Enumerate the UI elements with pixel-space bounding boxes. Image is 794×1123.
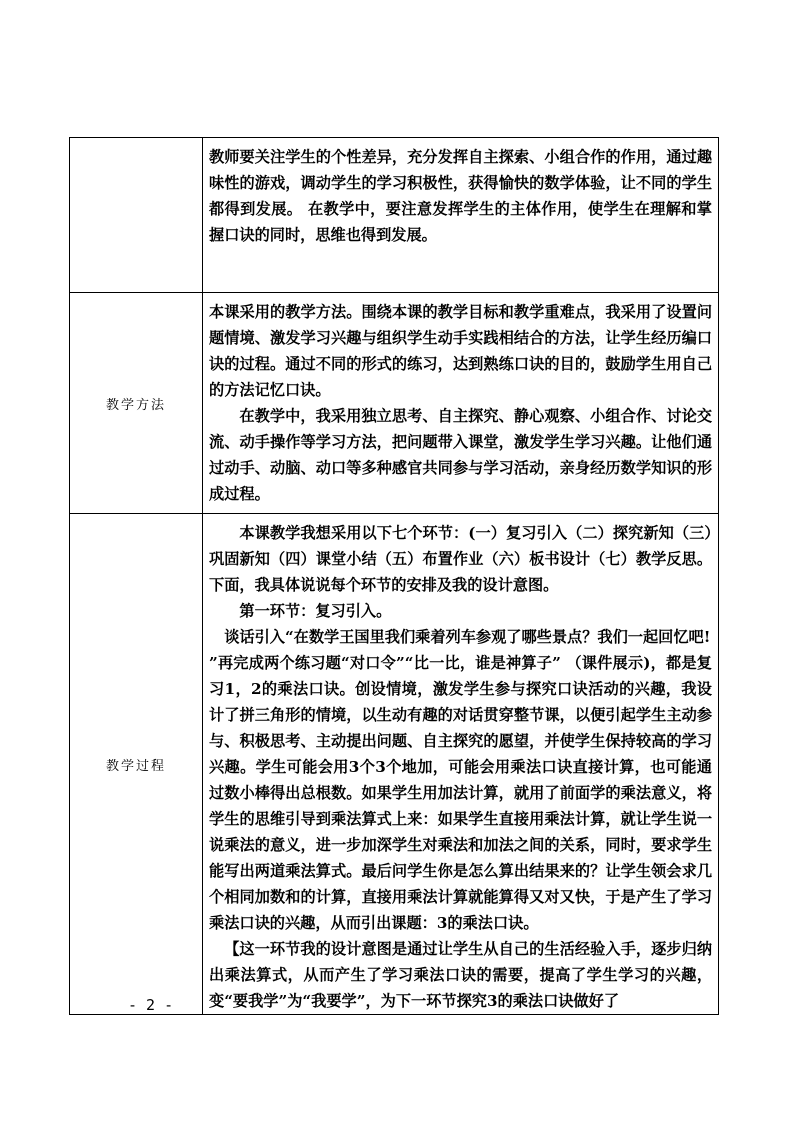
paragraph: 【这一环节我的设计意图是通过让学生从自己的生活经验入手，逐步归纳出乘法算式，从而产生了学习乘法口诀的需要，提高了学生学习的兴趣，变“要我学”为“我要学”，为下一环节探究3的乘法口诀做好了 — [209, 940, 712, 1010]
paragraph: 谈话引入“在数学王国里我们乘着列车参观了哪些景点？我们一起回忆吧! — [224, 628, 711, 646]
paragraph: 第一环节：复习引入。 — [239, 602, 392, 620]
paragraph: 本课采用的教学方法。围绕本课的教学目标和教学重难点，我采用了设置问题情境、激发学习兴趣与组织学生动手实践相结合的方法，让学生经历编口诀的过程。通过不同的形式的练习，达到熟练口诀的目的，鼓励学生用自己的方法记忆口诀。 — [209, 303, 712, 399]
lesson-plan-table — [69, 137, 719, 1015]
paragraph: 教师要关注学生的个性差异，充分发挥自主探索、小组合作的作用，通过趣味性的游戏，调动学生的学习积极性，获得愉快的数学体验，让不同的学生都得到发展。 在教学中，要注意发挥学生的主体作用，使学生在理解和掌握口诀的同时，思维也得到发展。 — [209, 148, 712, 244]
table-row-teaching-process — [70, 514, 719, 1015]
row-content-teaching-method — [203, 293, 719, 514]
paragraph: 本课教学我想采用以下七个环节：(一）复习引入（二）探究新知（三）巩固新知（四）课堂小结（五）布置作业（六）板书设计（七）教学反思。下面，我具体说说每个环节的安排及我的设计意图。 — [209, 524, 712, 594]
paragraph: ”再完成两个练习题“对口令”“比一比，谁是神算子” （课件展示)，都是复习1，2的乘法口诀。创设情境，激发学生参与探究口诀活动的兴趣，我设计了拼三角形的情境，以生动有趣的对话贯穿整节课，以便引起学生主动参与、积极思考、主动提出问题、自主探究的愿望，并使学生保持较高的学习兴趣。学生可能会用3个3个地加，可能会用乘法口诀直接计算，也可能通过数小棒得出总根数。如果学生用加法计算，就用了前面学的乘法意义，将学生的思维引导到乘法算式上来：如果学生直接用乘法计算，就让学生说一说乘法的意义，进一步加深学生对乘法和加法之间的关系，同时，要求学生能写出两道乘法算式。最后问学生你是怎么算出结果来的？让学生领会求几个相同加数和的计算，直接用乘法计算就能算得又对又快，于是产生了学习乘法口诀的兴趣，从而引出课题：3的乘法口诀。 — [209, 654, 712, 932]
row-content-teaching-process — [203, 514, 719, 1015]
row-label-teaching-method: 教学方法 — [70, 293, 203, 514]
row-label-empty — [70, 138, 203, 293]
table-row-reflection — [70, 138, 719, 293]
row-label-teaching-process: 教学过程 — [70, 514, 203, 1015]
table-row-teaching-method — [70, 293, 719, 514]
page-number: - 2 - — [128, 996, 174, 1014]
row-content-reflection — [203, 138, 719, 293]
paragraph: 在教学中，我采用独立思考、自主探究、静心观察、小组合作、讨论交流、动手操作等学习方法，把问题带入课堂，激发学生学习兴趣。让他们通过动手、动脑、动口等多种感官共同参与学习活动，亲身经历数学知识的形成过程。 — [209, 407, 712, 503]
